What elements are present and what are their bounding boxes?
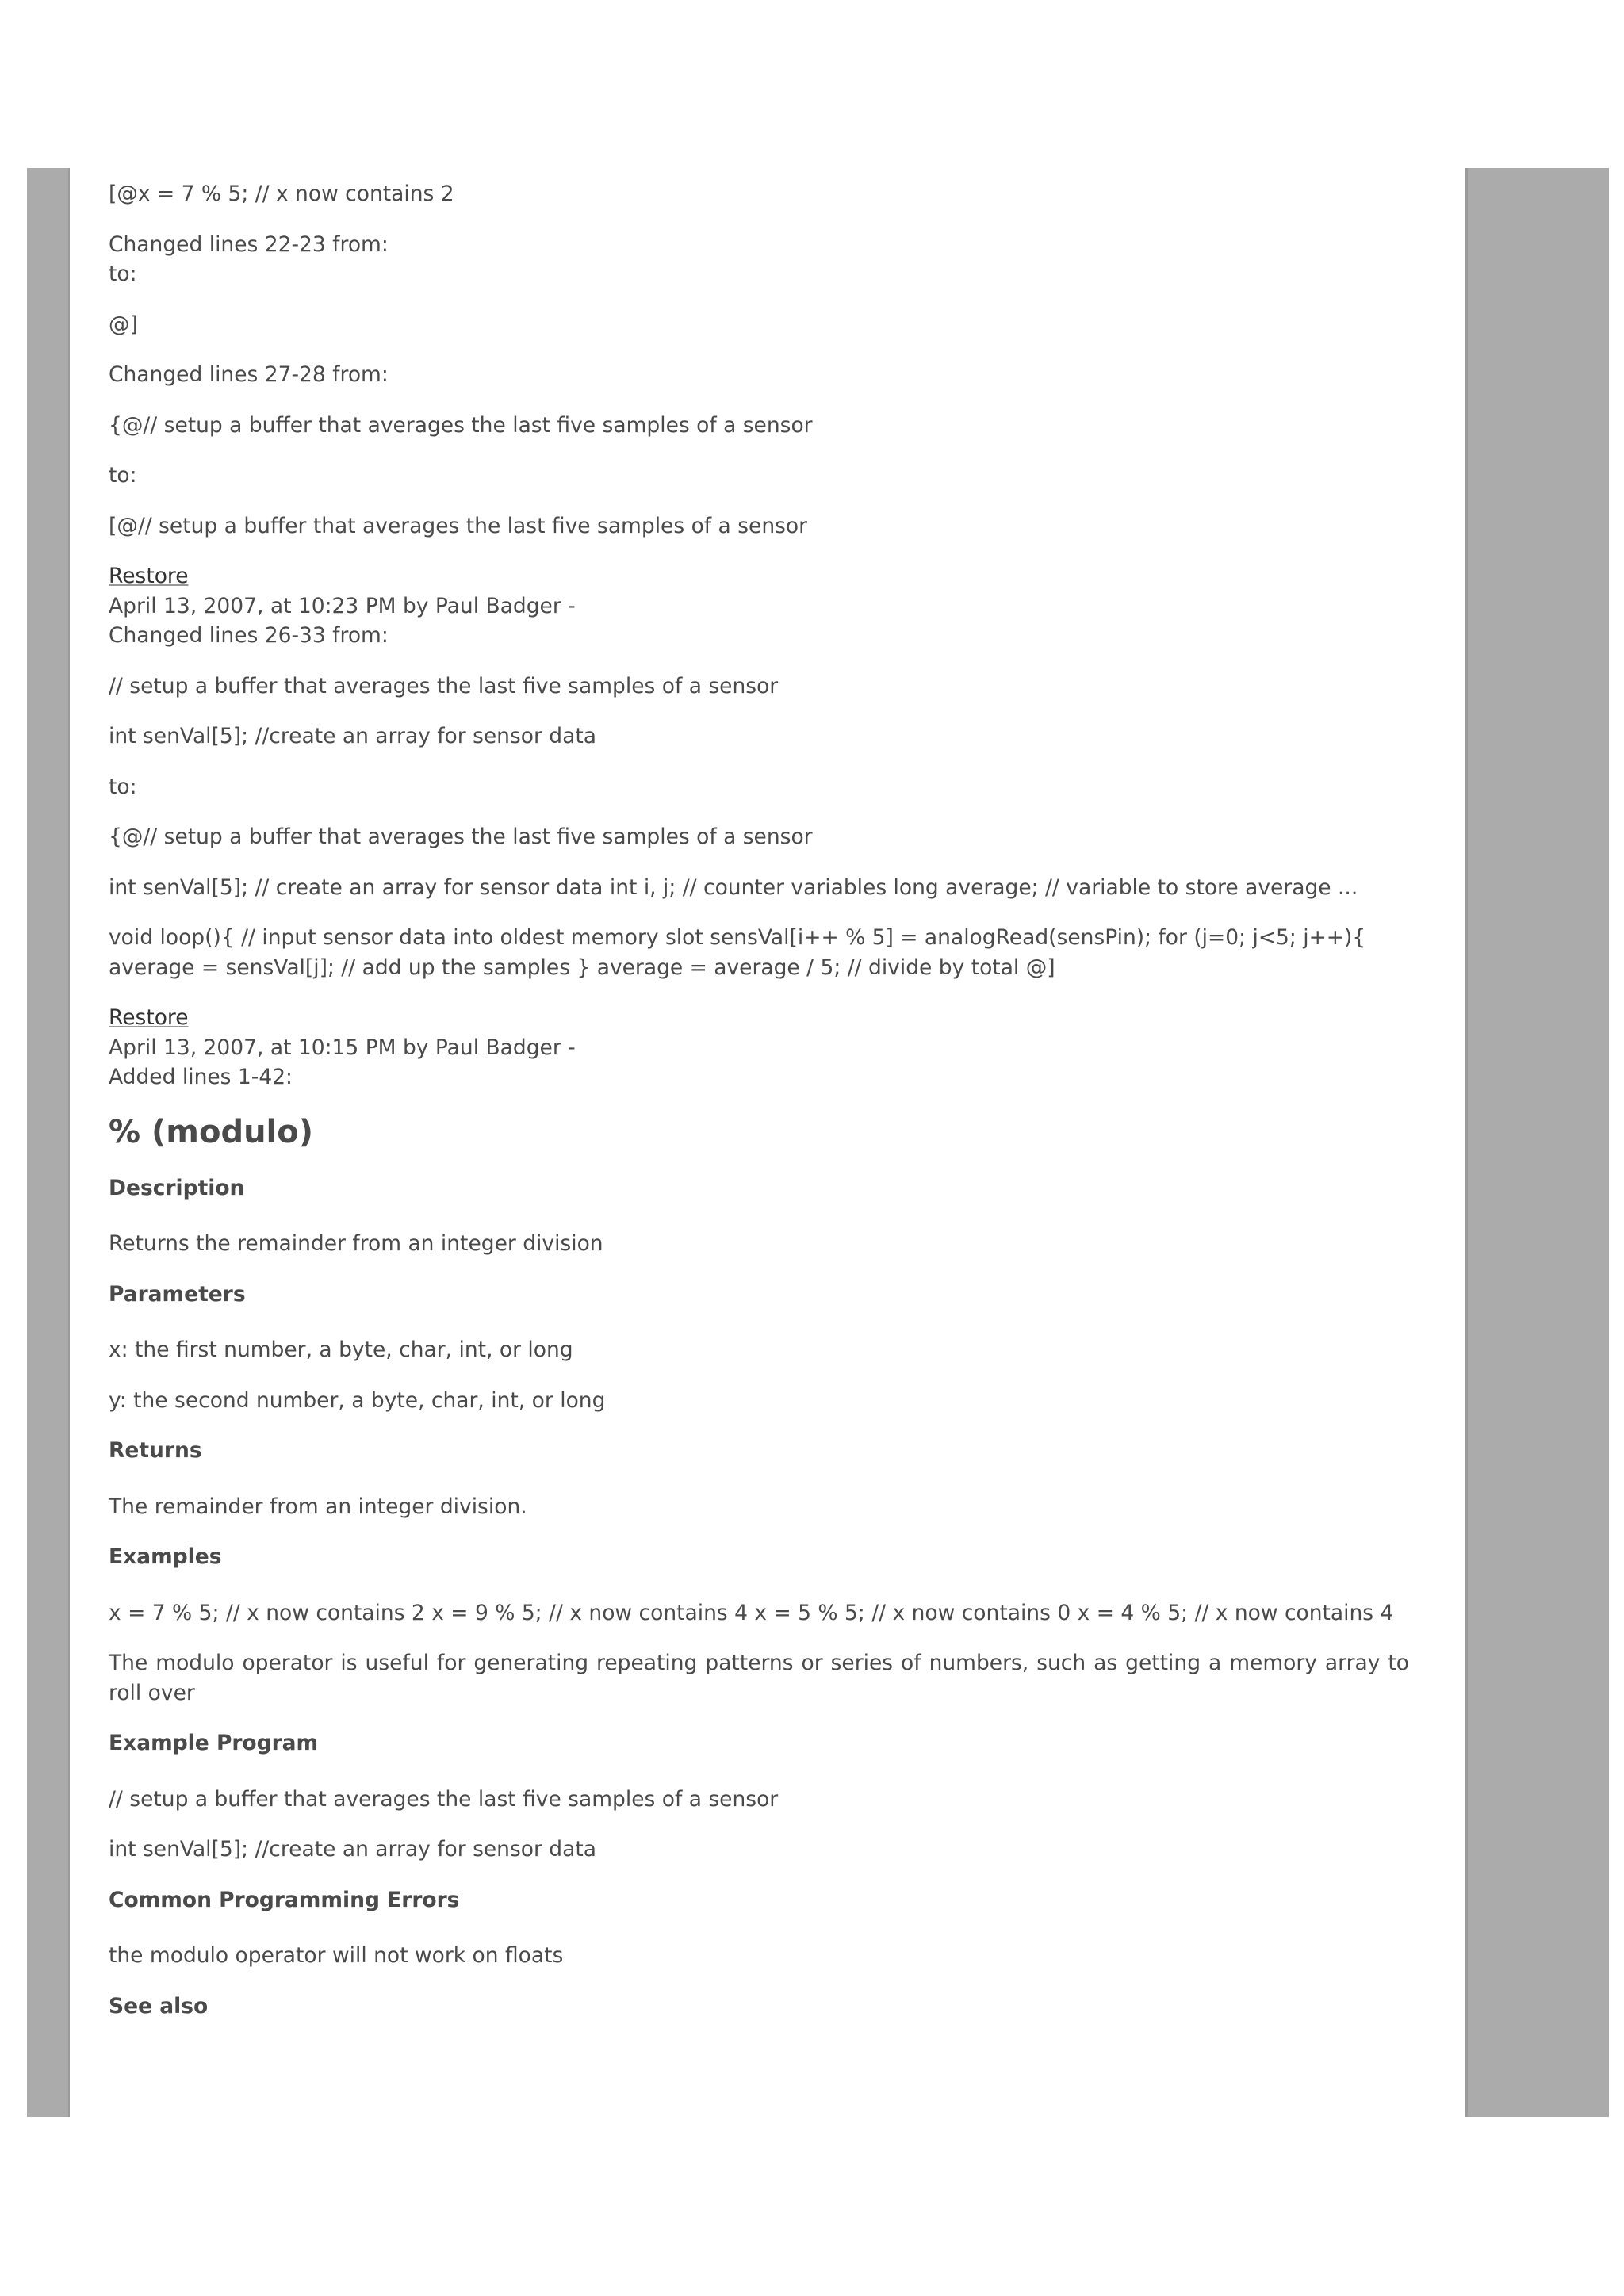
- parameter-x: x: the first number, a byte, char, int, or long: [109, 1337, 573, 1362]
- section-heading-returns: Returns: [109, 1438, 202, 1463]
- section-heading-example-program: Example Program: [109, 1731, 319, 1755]
- revision-meta: April 13, 2007, at 10:15 PM by Paul Badger -: [109, 1035, 576, 1060]
- program-line: int senVal[5]; //create an array for sensor data: [109, 1837, 596, 1862]
- left-sidebar-bar: [27, 168, 70, 2117]
- revision-entry: [109, 1003, 1409, 1093]
- diff-change-label: Changed lines 26-33 from:: [109, 623, 389, 648]
- diff-to-label: to:: [109, 463, 137, 488]
- section-heading-common-errors: Common Programming Errors: [109, 1887, 460, 1912]
- diff-line: int senVal[5]; //create an array for sensor data: [109, 724, 596, 748]
- diff-line: [@x = 7 % 5; // x now contains 2: [109, 182, 454, 206]
- diff-line: {@// setup a buffer that averages the last five samples of a sensor: [109, 825, 813, 849]
- diff-line: [@// setup a buffer that averages the last five samples of a sensor: [109, 513, 808, 538]
- diff-change-label: Changed lines 22-23 from:: [109, 232, 389, 257]
- diff-line: // setup a buffer that averages the last five samples of a sensor: [109, 673, 779, 698]
- returns-text: The remainder from an integer division.: [109, 1494, 527, 1519]
- section-heading-see-also: See also: [109, 1993, 209, 2019]
- section-heading-parameters: Parameters: [109, 1281, 246, 1307]
- section-heading-examples: Examples: [109, 1544, 222, 1569]
- restore-link[interactable]: Restore: [109, 1005, 189, 1030]
- diff-line: void loop(){ // input sensor data into oldest memory slot sensVal[i++ % 5] = analogRead(sensPin); for (j=0; j<5; j++){ average = sensVal[j]; // add up the samples } average = average / 5; // divide by total @]: [109, 925, 1366, 980]
- diff-line: int senVal[5]; // create an array for sensor data int i, j; // counter variables long average; // variable to store average ...: [109, 874, 1358, 900]
- restore-link[interactable]: Restore: [109, 564, 189, 588]
- description-text: Returns the remainder from an integer division: [109, 1231, 603, 1256]
- diff-line: @]: [109, 312, 138, 337]
- parameter-y: y: the second number, a byte, char, int, or long: [109, 1387, 606, 1413]
- usage-text: The modulo operator is useful for generating repeating patterns or series of numbers, such as getting a memory array to roll over: [109, 1651, 1409, 1705]
- revision-meta: April 13, 2007, at 10:23 PM by Paul Badger -: [109, 593, 576, 618]
- diff-change-label: Added lines 1-42:: [109, 1065, 293, 1089]
- program-line: // setup a buffer that averages the last five samples of a sensor: [109, 1786, 779, 1812]
- diff-change-block: [109, 230, 1409, 289]
- page-title: % (modulo): [109, 1113, 314, 1150]
- diff-line: {@// setup a buffer that averages the last five samples of a sensor: [109, 412, 813, 438]
- diff-to-label: to:: [109, 774, 137, 799]
- diff-to-label: to:: [109, 262, 137, 286]
- errors-text: the modulo operator will not work on floats: [109, 1943, 564, 1968]
- diff-change-label: Changed lines 27-28 from:: [109, 362, 389, 387]
- examples-text: x = 7 % 5; // x now contains 2 x = 9 % 5; // x now contains 4 x = 5 % 5; // x now contains 0 x = 4 % 5; // x now contains 4: [109, 1600, 1394, 1625]
- section-heading-description: Description: [109, 1175, 245, 1200]
- right-sidebar-bar: [1465, 168, 1609, 2117]
- page-content: [109, 179, 1409, 2047]
- revision-entry: [109, 561, 1409, 651]
